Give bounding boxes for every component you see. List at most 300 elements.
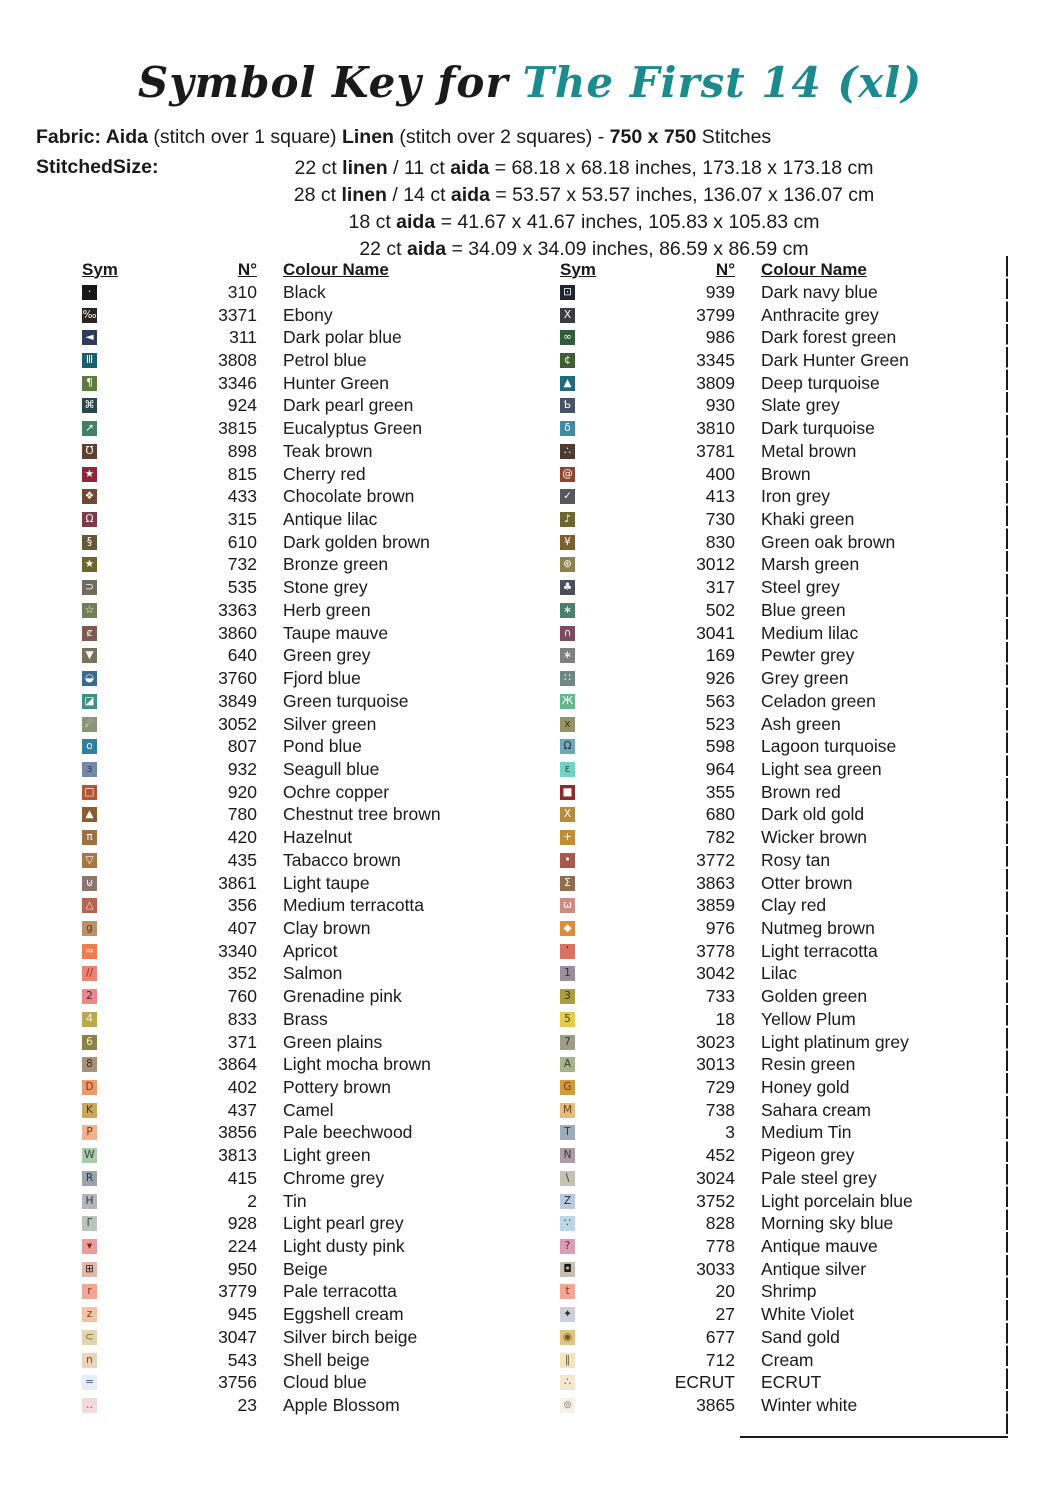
key-row xyxy=(82,1008,441,1031)
colour-name: Antique lilac xyxy=(283,509,378,530)
thread-number: 733 xyxy=(705,986,735,1007)
key-row xyxy=(560,1190,913,1213)
symbol-swatch: Ж xyxy=(561,694,574,707)
thread-number: 3012 xyxy=(696,554,735,575)
key-row xyxy=(560,1053,913,1076)
symbol-swatch: ɜ xyxy=(82,762,97,777)
colour-name: Yellow Plum xyxy=(761,1008,856,1029)
stitched-size-line xyxy=(108,155,1060,182)
colour-name: Pewter grey xyxy=(761,645,855,666)
thread-number: 3864 xyxy=(218,1054,257,1075)
colour-name: Salmon xyxy=(283,963,343,984)
thread-number: 3861 xyxy=(218,872,257,893)
key-row xyxy=(560,531,913,554)
key-row xyxy=(82,1076,441,1099)
symbol-swatch: 4 xyxy=(82,1012,97,1027)
thread-number: 3346 xyxy=(218,372,257,393)
colour-name: Teak brown xyxy=(283,440,373,461)
colour-name: Green grey xyxy=(283,645,371,666)
symbol-swatch: ⊚ xyxy=(560,1398,575,1413)
thread-number: 523 xyxy=(705,713,735,734)
symbol-swatch: n xyxy=(82,1353,97,1368)
thread-number: 3 xyxy=(725,1122,735,1143)
key-row xyxy=(82,508,441,531)
colour-name: Light platinum grey xyxy=(761,1031,909,1052)
key-row xyxy=(560,1099,913,1122)
symbol-swatch: ȼ xyxy=(82,626,97,641)
symbol-swatch: g xyxy=(82,921,97,936)
title-subject: The First 14 (xl) xyxy=(522,58,923,107)
colour-name: Brown xyxy=(761,463,811,484)
thread-number: 310 xyxy=(227,281,257,302)
key-row xyxy=(560,1258,913,1281)
thread-number: 3752 xyxy=(696,1190,735,1211)
symbol-swatch: D xyxy=(82,1080,97,1095)
colour-name: Light dusty pink xyxy=(283,1236,405,1257)
key-row xyxy=(82,667,441,690)
key-row xyxy=(560,849,913,872)
symbol-swatch: ✦ xyxy=(560,1307,575,1322)
key-row xyxy=(560,576,913,599)
thread-number: 640 xyxy=(227,645,257,666)
thread-number: 415 xyxy=(227,1167,257,1188)
text-segment: = 34.09 x 34.09 inches, 86.59 x 86.59 cm xyxy=(446,238,809,260)
thread-number: 3042 xyxy=(696,963,735,984)
key-row xyxy=(82,872,441,895)
colour-name: Resin green xyxy=(761,1054,856,1075)
thread-number: 3799 xyxy=(696,304,735,325)
text-segment: (stitch over 2 squares) - xyxy=(393,126,610,148)
colour-name: Dark golden brown xyxy=(283,531,430,552)
key-row xyxy=(82,1099,441,1122)
key-row xyxy=(82,531,441,554)
symbol-swatch: ∷ xyxy=(560,671,575,686)
text-segment: 750 x 750 xyxy=(609,126,697,148)
colour-name: Lagoon turquoise xyxy=(761,736,897,757)
colour-name: Lilac xyxy=(761,963,797,984)
key-row xyxy=(82,1144,441,1167)
colour-name: Cherry red xyxy=(283,463,366,484)
key-row xyxy=(82,826,441,849)
colour-name: Green turquoise xyxy=(283,690,409,711)
key-row xyxy=(560,599,913,622)
text-segment: linen xyxy=(342,157,388,179)
symbol-swatch: ∞ xyxy=(560,330,575,345)
colour-name: ECRUT xyxy=(761,1372,822,1393)
symbol-swatch: H xyxy=(82,1194,97,1209)
stitched-size-label: StitchedSize: xyxy=(36,156,159,178)
colour-name: White Violet xyxy=(761,1304,855,1325)
stitched-size-line xyxy=(108,209,1060,236)
colour-name: Marsh green xyxy=(761,554,860,575)
key-row xyxy=(560,1349,913,1372)
symbol-swatch: ⊞ xyxy=(82,1262,97,1277)
symbol-swatch: ◒ xyxy=(82,671,97,686)
key-row xyxy=(82,1031,441,1054)
thread-number: 3813 xyxy=(218,1145,257,1166)
text-segment: 18 ct xyxy=(348,211,397,233)
thread-number: 945 xyxy=(227,1304,257,1325)
symbol-swatch: ∩ xyxy=(560,626,575,641)
header-colour-name: Colour Name xyxy=(283,259,389,279)
text-segment: = 53.57 x 53.57 inches, 136.07 x 136.07 cm xyxy=(489,184,875,206)
symbol-swatch: 8 xyxy=(82,1057,97,1072)
colour-name: Pond blue xyxy=(283,736,362,757)
symbol-swatch: Σ xyxy=(560,876,575,891)
symbol-swatch: ⊡ xyxy=(560,285,575,300)
colour-name: Dark navy blue xyxy=(761,281,878,302)
colour-name: Green plains xyxy=(283,1031,383,1052)
thread-number: 3849 xyxy=(218,690,257,711)
thread-number: 311 xyxy=(229,327,257,348)
colour-name: Dark forest green xyxy=(761,327,897,348)
key-row xyxy=(560,622,913,645)
symbol-swatch: ‰ xyxy=(82,308,97,321)
key-row xyxy=(82,1190,441,1213)
colour-name: Petrol blue xyxy=(283,350,367,371)
key-row xyxy=(82,963,441,986)
key-row xyxy=(560,508,913,531)
colour-name: Pottery brown xyxy=(283,1077,391,1098)
thread-number: 535 xyxy=(227,577,257,598)
symbol-swatch: x xyxy=(560,717,575,732)
symbol-swatch: P xyxy=(82,1125,97,1140)
thread-number: 3778 xyxy=(696,940,735,961)
thread-number: 3047 xyxy=(218,1326,257,1347)
colour-name: Camel xyxy=(283,1099,334,1120)
text-segment: 28 ct xyxy=(293,184,342,206)
symbol-swatch: R xyxy=(82,1171,97,1186)
thread-number: 3760 xyxy=(218,668,257,689)
colour-name: Clay brown xyxy=(283,917,371,938)
thread-number: 3779 xyxy=(218,1281,257,1302)
key-row xyxy=(82,917,441,940)
colour-name: Sand gold xyxy=(761,1326,840,1347)
key-row xyxy=(82,1053,441,1076)
text-segment: / 11 ct xyxy=(387,157,451,179)
thread-number: 315 xyxy=(227,509,257,530)
colour-name: Herb green xyxy=(283,599,371,620)
text-segment: = 68.18 x 68.18 inches, 173.18 x 173.18 cm xyxy=(489,157,874,179)
text-segment: = 41.67 x 41.67 inches, 105.83 x 105.83 cm xyxy=(435,211,820,233)
key-row xyxy=(560,372,913,395)
colour-name: Shrimp xyxy=(761,1281,817,1302)
thread-number: 677 xyxy=(705,1326,735,1347)
colour-name: Light porcelain blue xyxy=(761,1190,913,1211)
thread-number: 898 xyxy=(227,440,257,461)
key-row xyxy=(560,1144,913,1167)
colour-name: Apple Blossom xyxy=(283,1395,400,1416)
symbol-swatch: ◪ xyxy=(82,694,97,709)
colour-name: Light pearl grey xyxy=(283,1213,404,1234)
thread-number: ECRUT xyxy=(674,1372,735,1393)
key-row xyxy=(560,826,913,849)
colour-name: Silver birch beige xyxy=(283,1326,418,1347)
thread-number: 964 xyxy=(705,758,735,779)
symbol-swatch: K xyxy=(82,1103,97,1118)
symbol-swatch: ♣ xyxy=(560,580,575,595)
thread-number: 932 xyxy=(227,758,257,779)
thread-number: 782 xyxy=(705,827,735,848)
symbol-swatch: ◆ xyxy=(560,921,575,936)
colour-name: Light green xyxy=(283,1145,371,1166)
key-row xyxy=(560,1122,913,1145)
table-right-border xyxy=(1006,256,1008,1437)
symbol-swatch: + xyxy=(560,830,575,845)
text-segment: / 14 ct xyxy=(386,184,451,206)
symbol-swatch: ω xyxy=(560,898,575,913)
thread-number: 950 xyxy=(227,1258,257,1279)
key-row xyxy=(82,735,441,758)
colour-name: Beige xyxy=(283,1258,328,1279)
symbol-swatch: ¢ xyxy=(560,353,575,368)
key-row xyxy=(82,1122,441,1145)
key-row xyxy=(560,1281,913,1304)
symbol-swatch: 6 xyxy=(82,1035,97,1050)
symbol-swatch: § xyxy=(82,535,97,550)
symbol-swatch: t xyxy=(560,1284,575,1299)
symbol-swatch: ▲ xyxy=(82,807,97,822)
colour-name: Dark polar blue xyxy=(283,327,402,348)
key-row xyxy=(560,781,913,804)
text-segment: aida xyxy=(450,184,490,206)
symbol-swatch: · xyxy=(82,285,97,300)
symbol-swatch: = xyxy=(82,1375,97,1390)
fabric-info-line xyxy=(36,126,1036,149)
symbol-swatch: Ʊ xyxy=(82,444,97,459)
key-row xyxy=(82,485,441,508)
symbol-swatch: ⊂ xyxy=(82,1330,97,1345)
thread-number: 20 xyxy=(715,1281,735,1302)
symbol-swatch: ◄ xyxy=(82,330,97,345)
symbol-swatch: ∴ xyxy=(560,444,575,459)
column-header xyxy=(560,258,913,281)
symbol-swatch: □ xyxy=(82,785,97,800)
symbol-swatch: Ω xyxy=(82,512,97,527)
text-segment: Linen xyxy=(341,126,394,148)
thread-number: 939 xyxy=(705,281,735,302)
colour-name: Medium Tin xyxy=(761,1122,852,1143)
thread-number: 402 xyxy=(227,1077,257,1098)
colour-name: Light sea green xyxy=(761,758,882,779)
key-row xyxy=(560,326,913,349)
thread-number: 830 xyxy=(705,531,735,552)
thread-number: 930 xyxy=(705,395,735,416)
thread-number: 778 xyxy=(705,1236,735,1257)
symbol-swatch: π xyxy=(82,830,97,845)
thread-number: 452 xyxy=(705,1145,735,1166)
colour-name: Sahara cream xyxy=(761,1099,871,1120)
symbol-swatch: A xyxy=(560,1057,575,1072)
key-row xyxy=(560,1394,913,1417)
symbol-swatch: • xyxy=(560,853,575,868)
key-row xyxy=(82,781,441,804)
thread-number: 317 xyxy=(705,577,735,598)
symbol-swatch: ≈ xyxy=(82,944,97,959)
key-row xyxy=(560,1303,913,1326)
key-row xyxy=(82,326,441,349)
colour-name: Shell beige xyxy=(283,1349,370,1370)
key-row xyxy=(560,395,913,418)
colour-name: Winter white xyxy=(761,1395,858,1416)
thread-number: 924 xyxy=(227,395,257,416)
key-row xyxy=(82,1394,441,1417)
colour-name: Metal brown xyxy=(761,440,857,461)
colour-name: Taupe mauve xyxy=(283,622,389,643)
thread-number: 730 xyxy=(705,509,735,530)
symbol-swatch: 3 xyxy=(560,989,575,1004)
thread-number: 3808 xyxy=(218,350,257,371)
key-row xyxy=(82,849,441,872)
key-row xyxy=(560,645,913,668)
text-segment: (stitch over 1 square) xyxy=(147,126,342,148)
symbol-swatch: ◉ xyxy=(560,1330,575,1345)
colour-name: Honey gold xyxy=(761,1077,850,1098)
thread-number: 3041 xyxy=(696,622,735,643)
symbol-swatch: ↗ xyxy=(82,421,97,436)
stitched-size-line xyxy=(108,182,1060,209)
colour-name: Eggshell cream xyxy=(283,1304,404,1325)
symbol-swatch: 1 xyxy=(560,966,575,981)
colour-name: Seagull blue xyxy=(283,758,380,779)
thread-number: 3033 xyxy=(696,1258,735,1279)
colour-name: Dark Hunter Green xyxy=(761,350,909,371)
colour-name: Apricot xyxy=(283,940,338,961)
key-row xyxy=(560,349,913,372)
key-row xyxy=(560,281,913,304)
key-row xyxy=(82,804,441,827)
symbol-swatch: ▾ xyxy=(82,1239,97,1254)
column-header xyxy=(82,258,441,281)
key-row xyxy=(560,440,913,463)
colour-name: Hunter Green xyxy=(283,372,390,393)
symbol-swatch: ¥ xyxy=(560,535,575,550)
symbol-swatch: ⊛ xyxy=(560,557,575,572)
symbol-swatch: X xyxy=(560,308,575,323)
key-row xyxy=(82,1258,441,1281)
colour-name: Otter brown xyxy=(761,872,853,893)
colour-name: Brass xyxy=(283,1008,328,1029)
thread-number: 926 xyxy=(705,668,735,689)
key-row xyxy=(560,985,913,1008)
symbol-swatch: ☆ xyxy=(82,603,97,618)
thread-number: 371 xyxy=(227,1031,257,1052)
key-row xyxy=(82,372,441,395)
key-row xyxy=(560,1031,913,1054)
key-row xyxy=(82,713,441,736)
text-segment: aida xyxy=(407,238,447,260)
colour-name: Blue green xyxy=(761,599,846,620)
symbol-swatch: ⊃ xyxy=(82,580,97,595)
thread-number: 3345 xyxy=(696,350,735,371)
symbol-swatch: z xyxy=(82,1307,97,1322)
symbol-swatch: \ xyxy=(560,1171,575,1186)
text-segment: aida xyxy=(450,157,490,179)
header-sym: Sym xyxy=(82,259,118,279)
symbol-swatch: o xyxy=(82,739,97,754)
thread-number: 732 xyxy=(227,554,257,575)
symbol-swatch: ☄ xyxy=(82,717,97,732)
key-row xyxy=(560,1326,913,1349)
symbol-swatch: ▼ xyxy=(82,648,97,663)
colour-name: Rosy tan xyxy=(761,849,831,870)
colour-name: Ebony xyxy=(283,304,333,325)
key-row xyxy=(82,690,441,713)
colour-name: Ash green xyxy=(761,713,841,734)
symbol-swatch: Z xyxy=(560,1194,575,1209)
colour-name: Pale terracotta xyxy=(283,1281,397,1302)
symbol-swatch: ‛ xyxy=(560,944,575,959)
thread-number: 3865 xyxy=(696,1395,735,1416)
table-bottom-border xyxy=(740,1436,1008,1438)
key-row xyxy=(560,963,913,986)
key-row xyxy=(82,758,441,781)
thread-number: 3856 xyxy=(218,1122,257,1143)
key-row xyxy=(82,940,441,963)
symbol-swatch: Γ xyxy=(82,1216,97,1231)
thread-number: 3772 xyxy=(696,849,735,870)
key-row xyxy=(560,917,913,940)
thread-number: 3363 xyxy=(218,599,257,620)
symbol-swatch: ✓ xyxy=(560,489,575,504)
colour-name: Medium terracotta xyxy=(283,895,425,916)
key-row xyxy=(82,985,441,1008)
thread-number: 563 xyxy=(705,690,735,711)
key-row xyxy=(560,1372,913,1395)
key-row xyxy=(560,804,913,827)
text-segment: 22 ct xyxy=(294,157,343,179)
symbol-swatch: ∴ xyxy=(560,1375,575,1390)
key-row xyxy=(82,1167,441,1190)
thread-number: 356 xyxy=(227,895,257,916)
colour-name: Wicker brown xyxy=(761,827,867,848)
thread-number: 27 xyxy=(715,1304,735,1325)
colour-name: Celadon green xyxy=(761,690,876,711)
key-row xyxy=(560,417,913,440)
key-row xyxy=(560,1167,913,1190)
colour-name: Green oak brown xyxy=(761,531,896,552)
thread-number: 3340 xyxy=(218,940,257,961)
thread-number: 18 xyxy=(715,1008,735,1029)
symbol-swatch: W xyxy=(82,1148,97,1163)
colour-name: Ochre copper xyxy=(283,781,390,802)
key-row xyxy=(82,463,441,486)
colour-name: Eucalyptus Green xyxy=(283,418,423,439)
colour-name: Hazelnut xyxy=(283,827,353,848)
symbol-swatch: T xyxy=(560,1125,575,1140)
key-row xyxy=(82,1326,441,1349)
key-row xyxy=(82,554,441,577)
header-sym: Sym xyxy=(560,259,596,279)
colour-name: Pale steel grey xyxy=(761,1167,877,1188)
text-segment: Fabric: Aida xyxy=(36,126,148,148)
symbol-swatch: @ xyxy=(560,467,575,482)
thread-number: 610 xyxy=(227,531,257,552)
colour-name: Golden green xyxy=(761,986,868,1007)
thread-number: 986 xyxy=(705,327,735,348)
key-row xyxy=(82,1372,441,1395)
symbol-swatch: △ xyxy=(82,898,97,913)
key-row xyxy=(82,1212,441,1235)
thread-number: 433 xyxy=(227,486,257,507)
colour-name: Tin xyxy=(283,1190,307,1211)
key-row xyxy=(82,1235,441,1258)
colour-name: Fjord blue xyxy=(283,668,361,689)
symbol-swatch: ▲ xyxy=(560,376,575,391)
thread-number: 3023 xyxy=(696,1031,735,1052)
thread-number: 780 xyxy=(227,804,257,825)
colour-name: Black xyxy=(283,281,326,302)
